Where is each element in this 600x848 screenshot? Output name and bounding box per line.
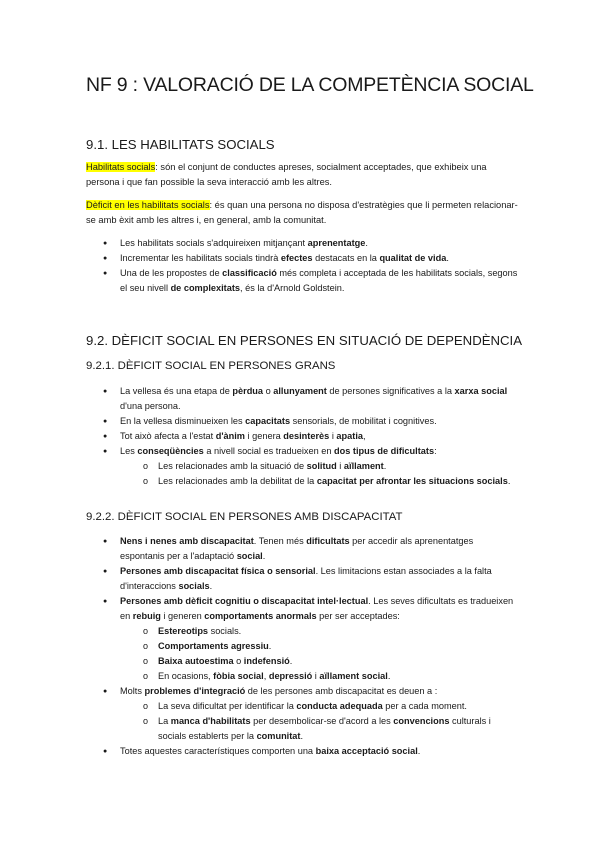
list-item: ● Molts problemes d'integració de les persones amb discapacitat es deuen a : o La seva dificultat per identificar la conducta adequada per a cada moment. o La manca d'habilitats per desembolicar-se d'acord a les convencions culturals i socials establerts per la comunitat.	[0, 684, 518, 744]
sub-list-item: o La manca d'habilitats per desembolicar-se d'acord a les convencions culturals i socials establerts per la comunitat.	[120, 714, 518, 744]
list-item: ● Les habilitats socials s'adquireixen mitjançant aprenentatge.	[0, 236, 518, 251]
definition-text: : són el conjunt de conductes apreses, socialment acceptades, que exhibeix una persona i que fan possible la seva interacció amb les altres.	[86, 162, 487, 187]
section-heading-9-2: 9.2. DÈFICIT SOCIAL EN PERSONES EN SITUACIÓ DE DEPENDÈNCIA	[86, 333, 523, 348]
list-item: ● En la vellesa disminueixen les capacitats sensorials, de mobilitat i cognitives.	[0, 414, 518, 429]
term-highlight: Dèficit en les habilitats socials	[86, 200, 210, 210]
sub-list-item: o Les relacionades amb la debilitat de la capacitat per afrontar les situacions socials.	[120, 474, 518, 489]
sub-list	[120, 459, 518, 489]
list-item: ● Persones amb dèficit cognitiu o discapacitat intel·lectual. Les seves dificultats es tradueixen en rebuig i generen comportaments anormals per ser acceptades: o Estereotips socials. o Comportaments agressiu. o Baixa autoestima o indefensió. o En ocasions, fòbia social, depressió i aïllament social.	[0, 594, 518, 684]
definition-deficit	[86, 198, 518, 228]
list-item: ● La vellesa és una etapa de pèrdua o allunyament de persones significatives a la xarxa social d'una persona.	[0, 384, 518, 414]
list-item: ● Una de les propostes de classificació més completa i acceptada de les habilitats socials, segons el seu nivell de complexitats, és la d'Arnold Goldstein.	[0, 266, 518, 296]
sub-list-item: o Comportaments agressiu.	[120, 639, 518, 654]
list-item: ● Tot això afecta a l'estat d'ànim i genera desinterès i apatia,	[0, 429, 518, 444]
bullet-list-9-1	[0, 236, 518, 296]
list-item: ● Nens i nenes amb discapacitat. Tenen més dificultats per accedir als aprenentatges espontanis per a l'adaptació social.	[0, 534, 518, 564]
sub-list-item: o Baixa autoestima o indefensió.	[120, 654, 518, 669]
sub-list-item: o La seva dificultat per identificar la conducta adequada per a cada moment.	[120, 699, 518, 714]
bullet-list-9-2-1	[0, 384, 518, 489]
list-item: ● Incrementar les habilitats socials tindrà efectes destacats en la qualitat de vida.	[0, 251, 518, 266]
definition-habilitats-socials	[86, 160, 518, 190]
list-item: ● Persones amb discapacitat física o sensorial. Les limitacions estan associades a la falta d'interaccions socials.	[0, 564, 518, 594]
term-highlight: Habilitats socials	[86, 162, 156, 172]
subsection-heading-9-2-1: 9.2.1. DÈFICIT SOCIAL EN PERSONES GRANS	[86, 360, 336, 372]
sub-list-item: o En ocasions, fòbia social, depressió i aïllament social.	[120, 669, 518, 684]
section-heading-9-1: 9.1. LES HABILITATS SOCIALS	[86, 137, 275, 152]
subsection-heading-9-2-2: 9.2.2. DÈFICIT SOCIAL EN PERSONES AMB DISCAPACITAT	[86, 511, 403, 523]
page-title: NF 9 : VALORACIÓ DE LA COMPETÈNCIA SOCIAL	[86, 74, 534, 96]
definition-text: : és quan una persona no disposa d'estratègies que li permeten relacionar-se amb èxit amb les altres i, en general, amb la comunitat.	[86, 200, 518, 225]
list-item: ● Les conseqüències a nivell social es tradueixen en dos tipus de dificultats: o Les relacionades amb la situació de solitud i aïllament. o Les relacionades amb la debilitat de la capacitat per afrontar les situacions socials.	[0, 444, 518, 489]
sub-list-item: o Estereotips socials.	[120, 624, 518, 639]
bullet-list-9-2-2	[0, 534, 518, 759]
list-item: ● Totes aquestes característiques comporten una baixa acceptació social.	[0, 744, 518, 759]
sub-list	[120, 624, 518, 684]
sub-list-item: o Les relacionades amb la situació de solitud i aïllament.	[120, 459, 518, 474]
sub-list	[120, 699, 518, 744]
